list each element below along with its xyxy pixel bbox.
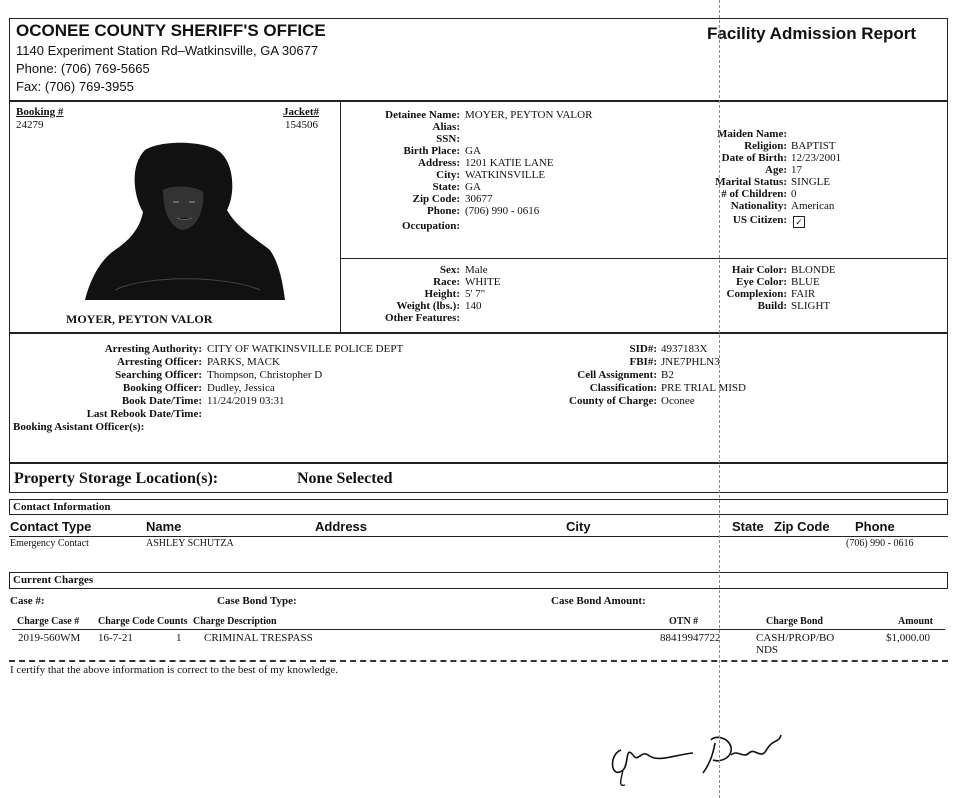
birth-place-value: GA: [465, 145, 481, 157]
religion-label: Religion:: [744, 140, 787, 152]
ssn-label: SSN:: [436, 133, 460, 145]
charge-description-cell: CRIMINAL TRESPASS: [204, 632, 313, 644]
case-bond-type-label: Case Bond Type:: [217, 595, 297, 607]
complexion-value: FAIR: [791, 288, 816, 300]
contact-section-header: [9, 499, 948, 515]
contact-header-type: Contact Type: [10, 519, 92, 534]
contact-header-rule: [9, 536, 948, 537]
zip-label: Zip Code:: [412, 193, 460, 205]
contact-header-state: State: [732, 519, 764, 534]
us-citizen-label: US Citizen:: [732, 214, 787, 226]
sex-value: Male: [465, 264, 488, 276]
age-value: 17: [791, 164, 802, 176]
charge-counts-cell: 1: [176, 632, 182, 644]
hair-color-value: BLONDE: [791, 264, 836, 276]
nationality-label: Nationality:: [730, 200, 787, 212]
check-icon: ✓: [793, 216, 805, 228]
charge-header-counts: Counts: [157, 616, 188, 627]
dob-value: 12/23/2001: [791, 152, 842, 164]
scan-line: [719, 0, 720, 798]
contact-header-city: City: [566, 519, 591, 534]
contact-section-title: Contact Information: [13, 501, 111, 513]
address-value: 1201 KATIE LANE: [465, 157, 554, 169]
contact-type-cell: Emergency Contact: [10, 538, 89, 549]
race-label: Race:: [433, 276, 460, 288]
arresting-authority-label: Arresting Authority:: [104, 343, 202, 355]
marital-status-value: SINGLE: [791, 176, 831, 188]
age-label: Age:: [765, 164, 787, 176]
weight-label: Weight (lbs.):: [396, 300, 460, 312]
cell-assignment-value: B2: [661, 369, 674, 381]
charge-otn-cell: 88419947722: [660, 632, 721, 644]
sid-label: SID#:: [629, 343, 657, 355]
signature-image: [603, 725, 793, 795]
arresting-officer-label: Arresting Officer:: [116, 356, 202, 368]
marital-status-label: Marital Status:: [715, 176, 787, 188]
charge-header-otn: OTN #: [669, 616, 699, 627]
race-value: WHITE: [465, 276, 501, 288]
mugshot-photo: [85, 140, 285, 300]
jacket-number: 154506: [285, 119, 318, 131]
physical-divider: [340, 258, 948, 259]
eye-color-value: BLUE: [791, 276, 820, 288]
agency-fax: Fax: (706) 769-3955: [16, 79, 134, 94]
photo-divider: [340, 101, 341, 333]
us-citizen-checkbox[interactable]: [790, 213, 805, 231]
agency-phone: Phone: (706) 769-5665: [16, 61, 150, 76]
charge-header-rule: [12, 629, 945, 630]
booking-officer-label: Booking Officer:: [122, 382, 202, 394]
birth-place-label: Birth Place:: [403, 145, 460, 157]
property-label: Property Storage Location(s):: [14, 470, 219, 487]
charge-header-code: Charge Code: [98, 616, 155, 627]
occupation-label: Occupation:: [401, 220, 460, 232]
eye-color-label: Eye Color:: [735, 276, 787, 288]
contact-header-address: Address: [315, 519, 368, 534]
build-label: Build:: [757, 300, 787, 312]
fbi-label: FBI#:: [629, 356, 657, 368]
booking-label: Booking #: [16, 106, 64, 118]
maiden-name-label: Maiden Name:: [717, 128, 787, 140]
charge-header-description: Charge Description: [193, 616, 277, 627]
charges-section-title: Current Charges: [13, 574, 94, 586]
city-value: WATKINSVILLE: [465, 169, 546, 181]
classification-label: Classification:: [589, 382, 657, 394]
children-value: 0: [791, 188, 797, 200]
fbi-value: JNE7PHLN3: [661, 356, 720, 368]
county-of-charge-value: Oconee: [661, 395, 695, 407]
arresting-authority-value: CITY OF WATKINSVILLE POLICE DEPT: [207, 343, 404, 355]
certification-text: I certify that the above information is correct to the best of my knowledge.: [10, 664, 339, 676]
searching-officer-value: Thompson, Christopher D: [207, 369, 323, 381]
religion-value: BAPTIST: [791, 140, 836, 152]
charge-bond-cell: CASH/PROP/BO NDS: [756, 632, 835, 656]
booking-assistant-label: Booking Asistant Officer(s):: [13, 421, 145, 433]
searching-officer-label: Searching Officer:: [115, 369, 202, 381]
dob-label: Date of Birth:: [721, 152, 787, 164]
report-title: Facility Admission Report: [707, 24, 917, 43]
booking-officer-value: Dudley, Jessica: [207, 382, 275, 394]
sid-value: 4937183X: [661, 343, 708, 355]
charges-bottom-rule: [9, 660, 948, 662]
charge-header-case: Charge Case #: [17, 616, 80, 627]
zip-value: 30677: [465, 193, 493, 205]
book-date-value: 11/24/2019 03:31: [207, 395, 285, 407]
photo-caption: MOYER, PEYTON VALOR: [66, 312, 213, 326]
state-label: State:: [432, 181, 460, 193]
contact-header-phone: Phone: [855, 519, 895, 534]
county-of-charge-label: County of Charge:: [569, 395, 657, 407]
table-row: [9, 632, 948, 658]
phone-value: (706) 990 - 0616: [465, 205, 540, 217]
classification-value: PRE TRIAL MISD: [661, 382, 746, 394]
charge-code-cell: 16-7-21: [98, 632, 133, 644]
detainee-name-value: MOYER, PEYTON VALOR: [465, 109, 593, 121]
contact-header-zip: Zip Code: [774, 519, 830, 534]
children-label: # of Children:: [721, 188, 787, 200]
arresting-officer-value: PARKS, MACK: [207, 356, 280, 368]
weight-value: 140: [465, 300, 482, 312]
case-number-label: Case #:: [10, 595, 45, 607]
booking-number: 24279: [16, 119, 44, 131]
property-value: None Selected: [297, 470, 393, 487]
height-value: 5' 7": [465, 288, 486, 300]
table-row: [9, 538, 948, 552]
contact-name-cell: ASHLEY SCHUTZA: [146, 538, 234, 549]
agency-name: OCONEE COUNTY SHERIFF'S OFFICE: [16, 21, 326, 40]
last-rebook-label: Last Rebook Date/Time:: [86, 408, 202, 420]
complexion-label: Complexion:: [726, 288, 787, 300]
city-label: City:: [436, 169, 460, 181]
contact-header-name: Name: [146, 519, 182, 534]
book-date-label: Book Date/Time:: [121, 395, 202, 407]
charge-header-bond: Charge Bond: [766, 616, 823, 627]
address-label: Address:: [418, 157, 460, 169]
nationality-value: American: [791, 200, 835, 212]
other-features-label: Other Features:: [384, 312, 460, 324]
contact-phone-cell: (706) 990 - 0616: [846, 538, 914, 549]
charge-case-cell: 2019-560WM: [18, 632, 81, 644]
height-label: Height:: [424, 288, 460, 300]
alias-label: Alias:: [432, 121, 460, 133]
jacket-label: Jacket#: [283, 106, 320, 118]
charge-amount-cell: $1,000.00: [886, 632, 930, 644]
case-bond-amount-label: Case Bond Amount:: [551, 595, 646, 607]
phone-label: Phone:: [427, 205, 460, 217]
cell-assignment-label: Cell Assignment:: [577, 369, 657, 381]
detainee-name-label: Detainee Name:: [385, 109, 460, 121]
build-value: SLIGHT: [791, 300, 831, 312]
state-value: GA: [465, 181, 481, 193]
charges-section-header: [9, 572, 948, 589]
hair-color-label: Hair Color:: [731, 264, 787, 276]
sex-label: Sex:: [439, 264, 460, 276]
agency-address: 1140 Experiment Station Rd–Watkinsville, GA 30677: [16, 43, 319, 58]
charge-header-amount: Amount: [898, 616, 934, 627]
